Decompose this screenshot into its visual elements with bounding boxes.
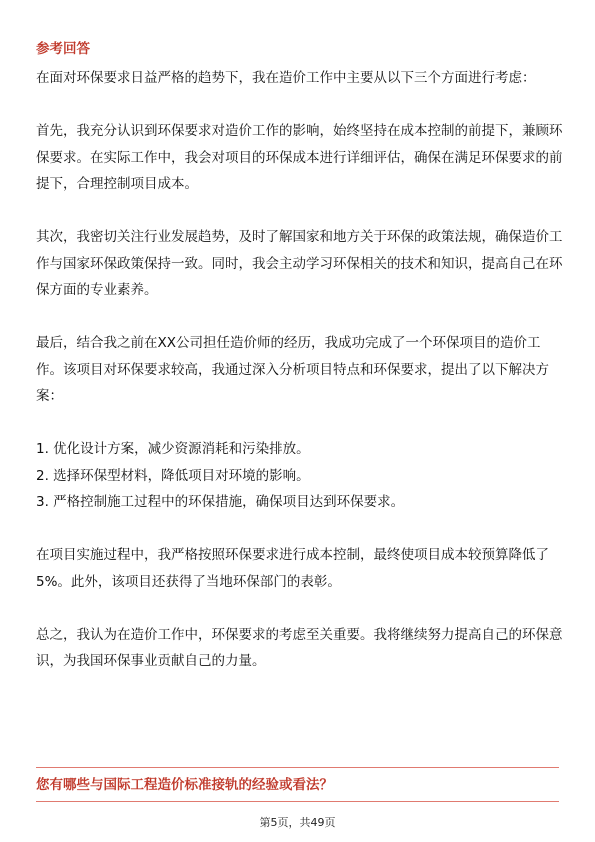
first-point-paragraph: 首先，我充分认识到环保要求对造价工作的影响，始终坚持在成本控制的前提下，兼顾环保要求。在实际工作中，我会对项目的环保成本进行详细评估，确保在满足环保要求的前提下，合理控制项目成本。: [36, 123, 563, 192]
answer-body: [36, 65, 566, 701]
divider-line: [36, 801, 559, 802]
third-point-paragraph: 最后，结合我之前在XX公司担任造价师的经历，我成功完成了一个环保项目的造价工作。该项目对环保要求较高，我通过深入分析项目特点和环保要求，提出了以下解决方案：: [36, 335, 549, 404]
list-item: 3. 严格控制施工过程中的环保措施，确保项目达到环保要求。: [36, 494, 405, 510]
conclusion-paragraph: 总之，我认为在造价工作中，环保要求的考虑至关重要。我将继续努力提高自己的环保意识，为我国环保事业贡献自己的力量。: [36, 626, 563, 669]
page-number-footer: 第5页，共49页: [259, 816, 336, 829]
result-paragraph: 在项目实施过程中，我严格按照环保要求进行成本控制，最终使项目成本较预算降低了5%。此外，该项目还获得了当地环保部门的表彰。: [36, 547, 549, 590]
list-item: 2. 选择环保型材料，降低项目对环境的影响。: [36, 467, 310, 484]
next-question-heading: 您有哪些与国际工程造价标准接轨的经验或看法？: [36, 777, 333, 793]
intro-paragraph: 在面对环保要求日益严格的趋势下，我在造价工作中主要从以下三个方面进行考虑：: [36, 70, 536, 86]
answer-heading: 参考回答: [36, 41, 90, 57]
list-item: 1. 优化设计方案，减少资源消耗和污染排放。: [36, 441, 310, 457]
second-point-paragraph: 其次，我密切关注行业发展趋势，及时了解国家和地方关于环保的政策法规，确保造价工作与国家环保政策保持一致。同时，我会主动学习环保相关的技术和知识，提高自己在环保方面的专业素养。: [36, 229, 563, 298]
solution-list: [36, 436, 566, 516]
divider-line: [36, 767, 559, 768]
